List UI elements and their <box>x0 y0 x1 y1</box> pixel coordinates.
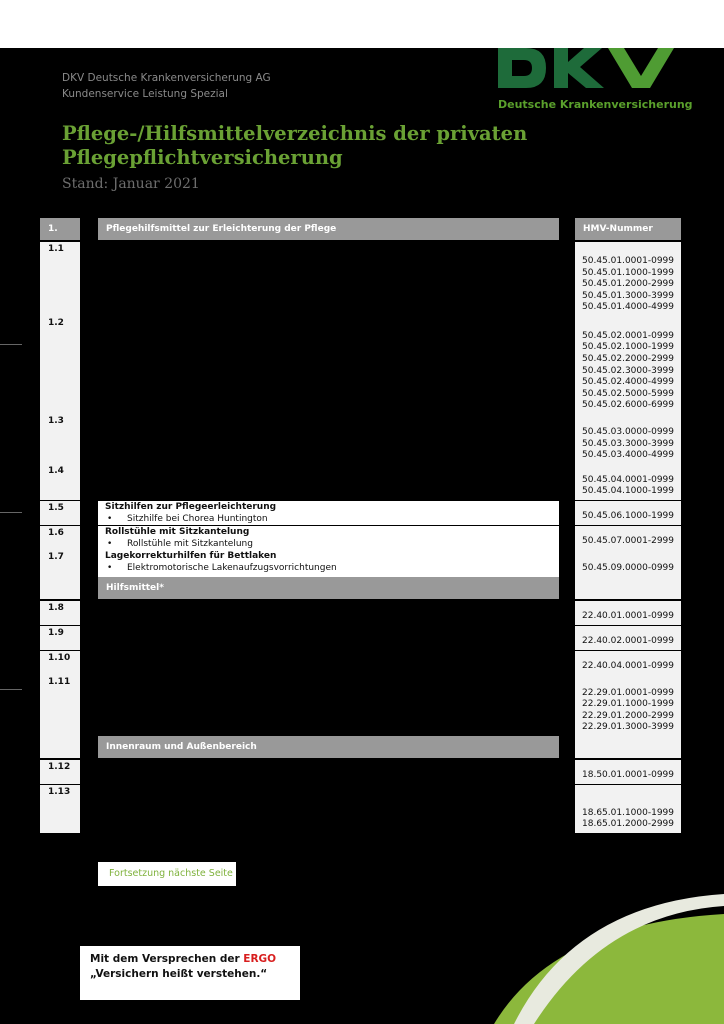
section-header: Pflegehilfsmittel zur Erleichterung der Pflege <box>98 218 559 240</box>
hmv-number: 50.45.02.3000-3999 <box>582 365 674 376</box>
logo-subtitle: Deutsche Krankenversicherung <box>498 98 693 111</box>
row-number: 1.8 <box>40 601 80 625</box>
table-header-hmv: HMV-Nummer <box>575 218 681 240</box>
promise-prefix: Mit dem Versprechen der <box>90 953 244 965</box>
row-description <box>98 526 559 550</box>
table-row-spacer <box>40 577 80 599</box>
hmv-number: 50.45.02.0001-0999 <box>582 330 674 341</box>
table-row-spacer <box>575 736 681 758</box>
hmv-number-cell <box>575 785 681 833</box>
hmv-number: 50.45.02.5000-5999 <box>582 388 674 399</box>
continue-note: Fortsetzung nächste Seite <box>98 862 236 886</box>
bullet-text: Sitzhilfe bei Chorea Huntington <box>127 513 268 524</box>
stand-date: Stand: Januar 2021 <box>62 176 200 192</box>
hmv-number: 50.45.03.0000-0999 <box>582 427 674 438</box>
hmv-number: 22.40.04.0001-0999 <box>582 661 674 672</box>
hmv-number: 50.45.04.0001-0999 <box>582 474 674 485</box>
section-header: Innenraum und Außenbereich <box>98 736 559 758</box>
bullet-icon: • <box>107 513 113 524</box>
row-number: 1.12 <box>40 760 80 784</box>
hmv-number: 22.29.01.0001-0999 <box>582 687 674 698</box>
hmv-number: 50.45.03.4000-4999 <box>582 450 674 461</box>
row-number: 1.6 <box>40 526 80 550</box>
company-name: DKV Deutsche Krankenversicherung AG <box>62 72 271 84</box>
company-department: Kundenservice Leistung Spezial <box>62 88 228 100</box>
company-info <box>62 70 271 102</box>
hmv-number: 50.45.01.1000-1999 <box>582 267 674 278</box>
hmv-number-cell <box>575 651 681 675</box>
hmv-number: 50.45.01.4000-4999 <box>582 302 674 313</box>
row-title: Lagekorrekturhilfen für Bettlaken <box>105 551 277 561</box>
table-header-num: 1. <box>40 218 80 240</box>
row-number: 1.2 <box>40 316 80 414</box>
hmv-number: 50.45.02.1000-1999 <box>582 342 674 353</box>
hmv-number-cell <box>575 501 681 525</box>
row-number: 1.9 <box>40 626 80 650</box>
hmv-number-cell <box>575 414 681 464</box>
document-page <box>0 48 724 1024</box>
hmv-number: 18.65.01.1000-1999 <box>582 807 674 818</box>
title-line-1: Pflege-/Hilfsmittelverzeichnis der privaten <box>62 122 528 145</box>
row-bullet <box>105 539 559 551</box>
hmv-number: 22.29.01.1000-1999 <box>582 699 674 710</box>
hmv-number: 50.45.01.0001-0999 <box>582 256 674 267</box>
hmv-number-cell <box>575 601 681 625</box>
hmv-number-cell <box>575 242 681 316</box>
ergo-promise-box <box>80 946 300 1000</box>
hmv-number: 22.40.02.0001-0999 <box>582 636 674 647</box>
hmv-number: 50.45.02.4000-4999 <box>582 377 674 388</box>
row-number: 1.3 <box>40 414 80 464</box>
hmv-number: 50.45.04.1000-1999 <box>582 486 674 497</box>
hmv-number: 50.45.02.2000-2999 <box>582 354 674 365</box>
margin-mark <box>0 344 22 345</box>
hmv-number: 50.45.06.1000-1999 <box>582 511 674 522</box>
row-number: 1.4 <box>40 464 80 500</box>
hmv-number: 22.40.01.0001-0999 <box>582 611 674 622</box>
hmv-number-cell <box>575 550 681 577</box>
row-number: 1.1 <box>40 242 80 316</box>
hmv-number: 50.45.01.3000-3999 <box>582 290 674 301</box>
hmv-number-cell <box>575 760 681 784</box>
row-description <box>98 501 559 525</box>
row-number: 1.5 <box>40 501 80 525</box>
title-line-2: Pflegepflichtversicherung <box>62 146 343 169</box>
section-header: Hilfsmittel* <box>98 577 559 599</box>
hmv-number: 50.45.01.2000-2999 <box>582 279 674 290</box>
hmv-number-cell <box>575 526 681 550</box>
bullet-icon: • <box>107 538 113 549</box>
promise-line-1 <box>90 952 300 967</box>
hmv-number: 50.45.07.0001-2999 <box>582 536 674 547</box>
bullet-text: Elektromotorische Lakenaufzugsvorrichtungen <box>127 562 337 573</box>
hmv-number-cell <box>575 464 681 500</box>
bullet-text: Rollstühle mit Sitzkantelung <box>127 538 253 549</box>
row-number: 1.10 <box>40 651 80 675</box>
hmv-number: 50.45.02.6000-6999 <box>582 400 674 411</box>
row-bullet <box>105 514 559 526</box>
row-title: Sitzhilfen zur Pflegeerleichterung <box>105 502 277 512</box>
row-title: Rollstühle mit Sitzkantelung <box>105 527 250 537</box>
hmv-number: 18.50.01.0001-0999 <box>582 770 674 781</box>
bullet-icon: • <box>107 562 113 573</box>
row-number: 1.13 <box>40 785 80 833</box>
hmv-number-cell <box>575 675 681 736</box>
decorative-swoosh <box>494 894 724 1024</box>
table-row-spacer <box>40 736 80 758</box>
row-bullet <box>105 563 559 575</box>
hmv-number: 18.65.01.2000-2999 <box>582 819 674 830</box>
hmv-number: 50.45.09.0000-0999 <box>582 563 674 574</box>
document-title <box>62 122 527 170</box>
ergo-brand: ERGO <box>243 953 277 965</box>
row-number: 1.11 <box>40 675 80 736</box>
row-description <box>98 550 559 577</box>
row-number: 1.7 <box>40 550 80 577</box>
hmv-number: 50.45.03.3000-3999 <box>582 438 674 449</box>
margin-mark <box>0 689 22 690</box>
margin-mark <box>0 512 22 513</box>
promise-line-2: „Versichern heißt verstehen.“ <box>90 968 268 980</box>
hmv-number-cell <box>575 316 681 414</box>
hmv-number-cell <box>575 626 681 650</box>
hmv-number: 22.29.01.3000-3999 <box>582 722 674 733</box>
table-row-spacer <box>575 577 681 599</box>
hmv-number: 22.29.01.2000-2999 <box>582 710 674 721</box>
